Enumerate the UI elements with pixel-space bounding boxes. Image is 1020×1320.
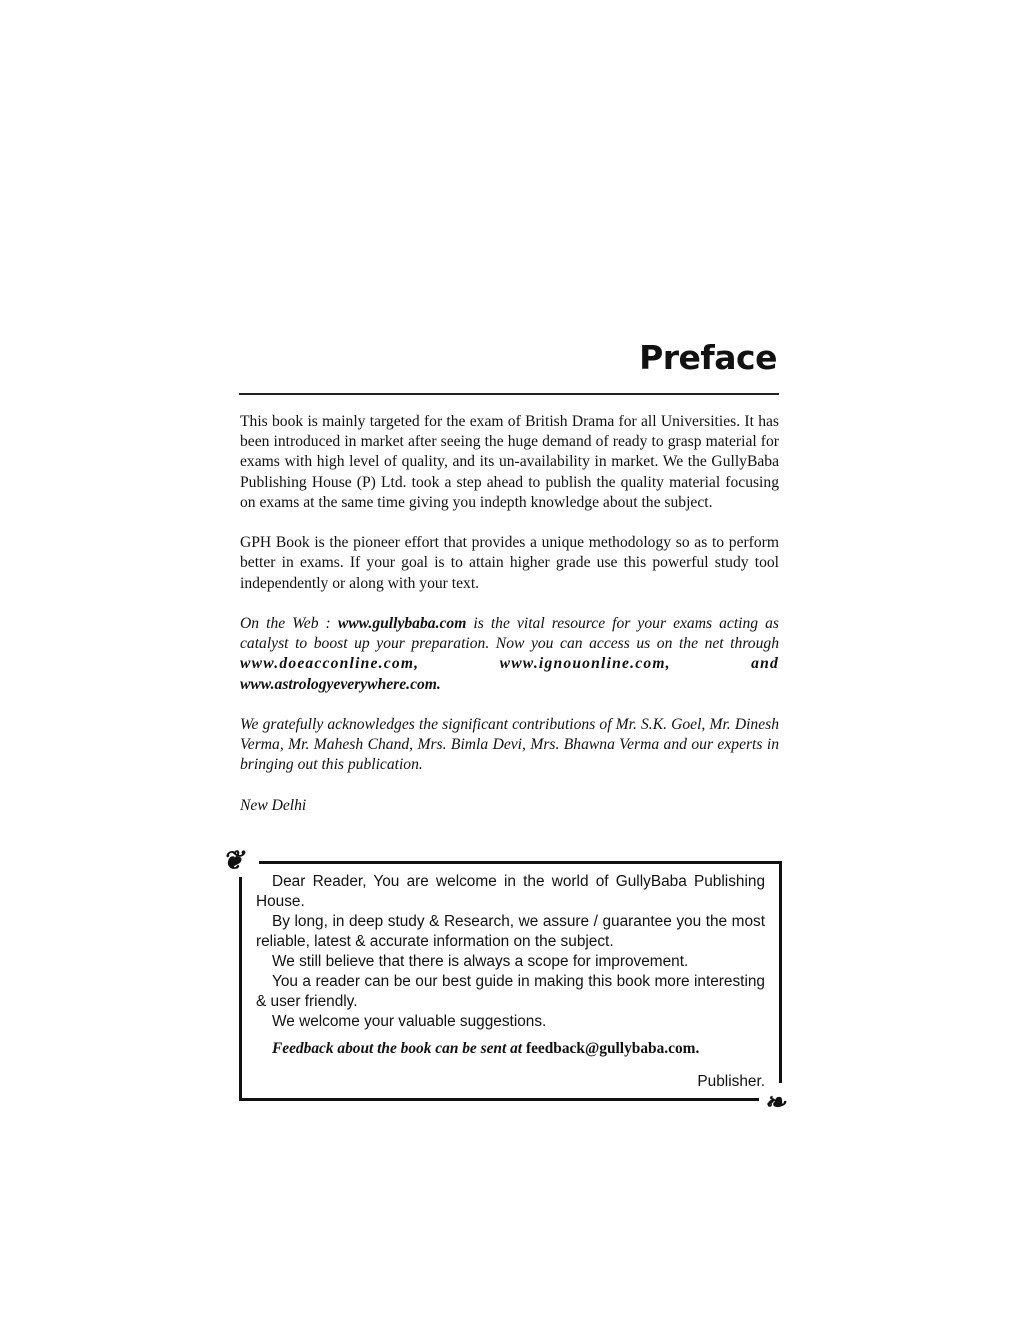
paragraph-acknowledgements: We gratefully acknowledges the significant contributions of Mr. S.K. Goel, Mr. Dinesh Verma, Mr. Mahesh Chand, Mrs. Bimla Devi, Mrs. Bhawna Verma and our experts in bringing out this publication.: [240, 716, 779, 774]
web-intro: On the Web :: [240, 615, 338, 632]
box-border-top: [259, 861, 782, 864]
page-title: Preface: [639, 338, 777, 377]
notice-line: You a reader can be our best guide in making this book more interesting & user friendly.: [256, 973, 765, 1010]
notice-line: We still believe that there is always a scope for improvement.: [272, 953, 689, 970]
ornament-left-icon: ❦: [222, 846, 244, 876]
notice-line: By long, in deep study & Research, we assure / guarantee you the most reliable, latest & accurate information on the subject.: [256, 913, 765, 950]
notice-line: We welcome your valuable suggestions.: [272, 1013, 547, 1030]
signature: Publisher.: [697, 1073, 765, 1090]
paragraph-intro: This book is mainly targeted for the exam of British Drama for all Universities. It has been introduced in market after seeing the huge demand of ready to grasp material for exams with high level of quality, and its un-availability in market. We the GullyBaba Publishing House (P) Ltd. took a step ahead to publish the quality material focusing on exams at the same time giving you indepth knowledge about the subject.: [240, 413, 779, 511]
link-gullybaba[interactable]: www.gullybaba.com: [337, 615, 467, 632]
paragraph-web: [240, 614, 779, 695]
link-ignou[interactable]: www.ignouonline.com,: [499, 655, 671, 673]
notice-text: [256, 872, 765, 1092]
place: New Delhi: [240, 796, 307, 814]
box-border-bottom: [239, 1098, 759, 1101]
preface-body: [240, 412, 779, 836]
link-astrology[interactable]: www.astrologyeverywhere.com.: [240, 675, 441, 693]
paragraph-gph: GPH Book is the pioneer effort that provides a unique methodology so as to perform better in exams. If your goal is to attain higher grade use this powerful study tool independently or along with your text.: [240, 534, 779, 592]
feedback-line: [256, 1039, 765, 1059]
feedback-email[interactable]: feedback@gullybaba.com.: [525, 1040, 700, 1057]
feedback-label: Feedback about the book can be sent at: [272, 1040, 523, 1057]
and-text: and: [751, 655, 779, 673]
link-doeacc[interactable]: www.doeacconline.com,: [240, 655, 420, 673]
notice-line: Dear Reader, You are welcome in the world of GullyBaba Publishing House.: [256, 873, 765, 910]
web-text: is the vital resource for your exams acting as catalyst to boost up your preparation. Now you can access us on the net through: [240, 615, 779, 653]
box-border-right: [779, 861, 782, 1083]
box-border-left: [239, 877, 242, 1101]
ornament-right-icon: ❧: [764, 1088, 786, 1118]
title-rule: [239, 393, 779, 395]
